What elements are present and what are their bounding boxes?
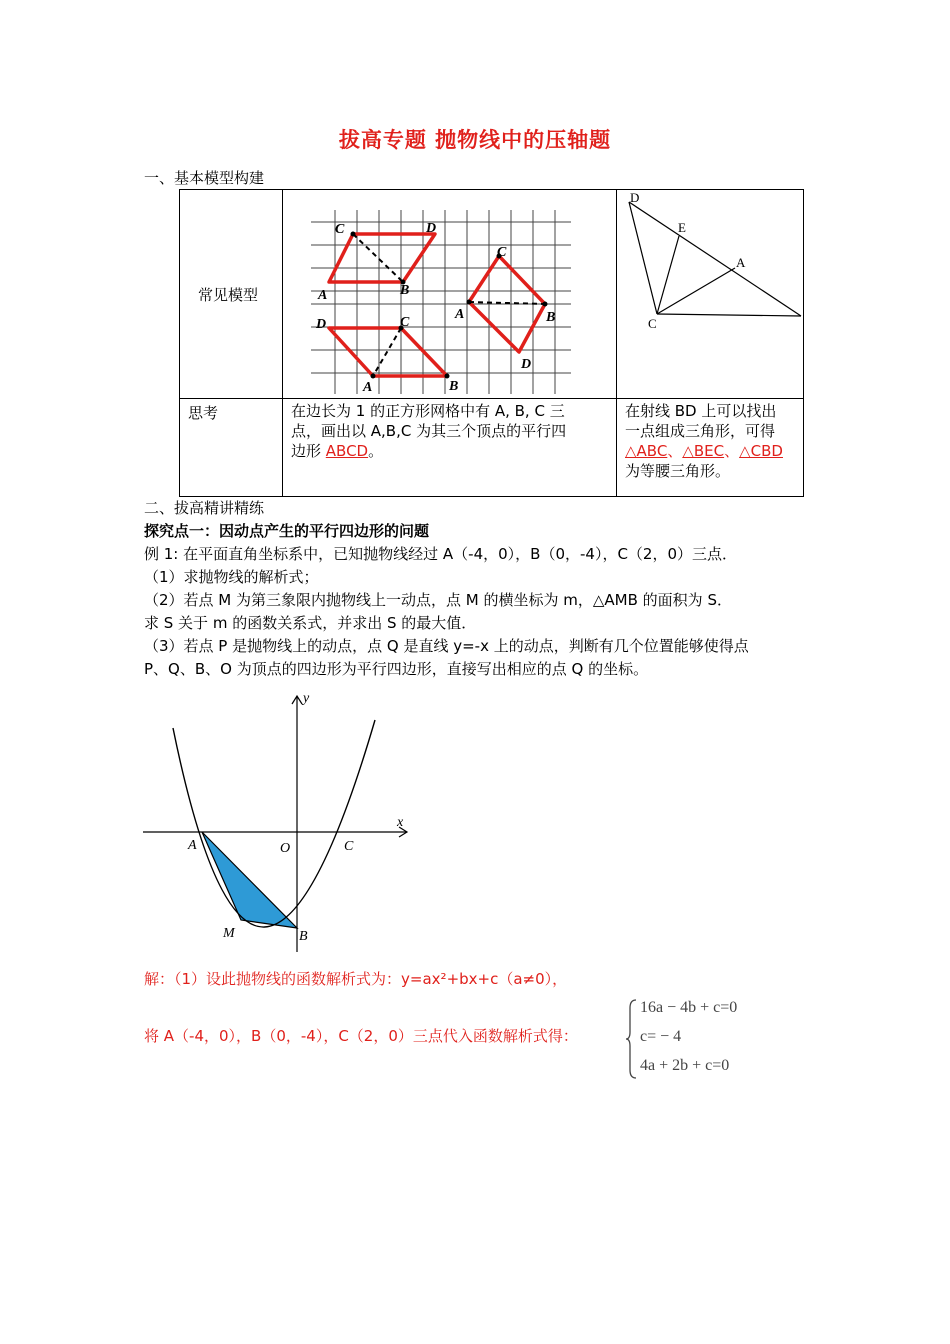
page-title: 拔高专题 抛物线中的压轴题: [338, 128, 612, 152]
think-left-cell: 在边长为 1 的正方形网格中有 A, B, C 三 点，画出以 A,B,C 为其三个顶点的平行四 边形 ABCD。: [283, 399, 617, 497]
grid-label-b2: B: [546, 310, 556, 325]
row-label-think: 思考: [180, 399, 283, 497]
grid-label-b3: B: [449, 379, 459, 394]
grid-label-a3: A: [363, 380, 373, 394]
section-heading-1: 一、基本模型构建: [144, 169, 265, 187]
origin-label: O: [280, 841, 291, 856]
tri-label-a: A: [736, 255, 746, 270]
tri-label-e: E: [678, 220, 686, 235]
equation-3: 4a + 2b + c=0: [640, 1057, 730, 1074]
grid-label-c1: C: [335, 222, 345, 237]
grid-figure-cell: [283, 190, 617, 399]
parabola-curve: [173, 720, 375, 927]
solution-line-1: 解：（1）设此抛物线的函数解析式为：y=ax²+bx+c（a≠0），: [144, 970, 568, 988]
point-label-a: A: [188, 838, 197, 853]
point-label-c: C: [344, 839, 354, 854]
model-table: [179, 189, 804, 497]
tri-label-d: D: [630, 190, 640, 205]
grid-label-c2: C: [497, 245, 507, 260]
grid-label-a1: A: [318, 288, 328, 303]
grid-label-b1: B: [400, 283, 410, 298]
grid-label-c3: C: [400, 315, 410, 330]
point-label-b: B: [299, 929, 308, 944]
grid-label-d1: D: [426, 221, 437, 236]
grid-label-d3: D: [316, 317, 327, 332]
grid-label-d2: D: [521, 357, 532, 372]
axis-label-x: x: [397, 815, 404, 830]
triangle-figure-cell: [617, 190, 804, 399]
grid-label-a2: A: [455, 307, 465, 322]
axis-label-y: y: [303, 691, 310, 706]
solution-line-2: 将 A（-4，0），B（0，-4），C（2，0）三点代入函数解析式得：: [144, 1027, 578, 1045]
point-label-m: M: [223, 926, 235, 941]
parabola-graph: [135, 690, 425, 955]
explore-heading: 探究点一：因动点产生的平行四边形的问题: [144, 522, 430, 540]
equation-1: 16a − 4b + c=0: [640, 999, 738, 1016]
think-right-cell: 在射线 BD 上可以找出 一点组成三角形，可得 △ABC、△BEC、△CBD 为等腰三角形。: [617, 399, 804, 497]
example-text: 例 1: 在平面直角坐标系中，已知抛物线经过 A（-4，0），B（0，-4），C（2，0）三点． （1）求抛物线的解析式； （2）若点 M 为第三象限内抛物线上一动点，点 M 的横坐标为 m，△AMB 的面积为 S． 求 S 关于 m 的函数关系式，并求出 S 的最大值． （3）若点 P 是抛物线上的动点，点 Q 是直线 y=-x 上的动点，判断有几个位置能够使得点 P、Q、B、O 为顶点的四边形为平行四边形，直接写出相应的点 Q 的坐标。: [144, 545, 749, 678]
equation-2: c= − 4: [640, 1028, 682, 1045]
system-brace: [626, 998, 638, 1080]
row-label-models: 常见模型: [180, 190, 283, 399]
section-heading-2: 二、拔高精讲精练: [144, 499, 265, 517]
tri-label-c: C: [648, 316, 657, 331]
ray-triangle-figure: [617, 190, 803, 394]
grid-parallelogram-figure: [283, 190, 616, 394]
